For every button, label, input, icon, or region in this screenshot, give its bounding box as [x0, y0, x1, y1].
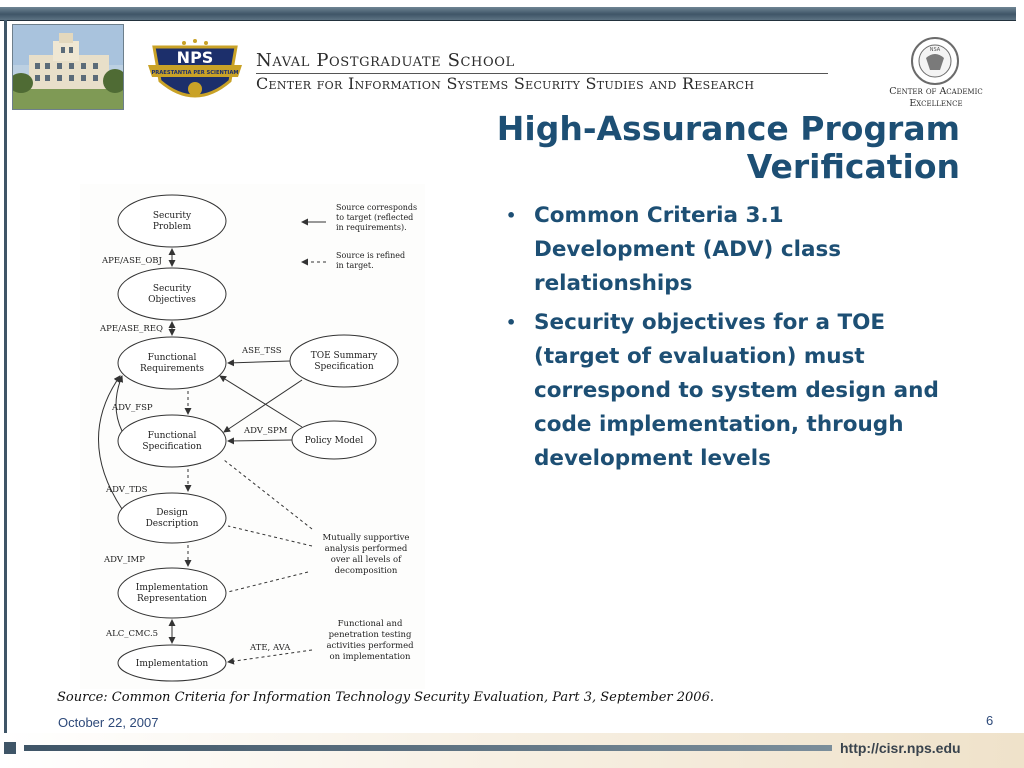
logo-text: NPS: [176, 48, 214, 67]
node-functional-specification: [118, 415, 226, 467]
node-implementation-representation: [118, 568, 226, 618]
node-label: Implementation: [135, 659, 209, 669]
edge-policy-requirements: [220, 376, 302, 427]
node-label: Policy Model: [304, 436, 364, 446]
edge-label: ALC_CMC.5: [106, 629, 159, 639]
legend-text: in requirements).: [336, 223, 407, 232]
edge-policy-specification: [228, 440, 292, 441]
edge-mutual-spec: [224, 460, 312, 529]
campus-photo: [12, 24, 124, 110]
node-label: Security: [152, 284, 192, 294]
legend-text: in target.: [336, 261, 374, 270]
node-label: TOE Summary: [310, 351, 378, 361]
node-security-objectives: [118, 268, 226, 320]
edge-toe-specification: [224, 380, 302, 432]
node-label: Representation: [137, 594, 207, 604]
seal-text: NSA: [929, 47, 941, 53]
node-toe-summary-specification: [290, 335, 398, 387]
header-school-name: Naval Postgraduate School: [256, 50, 515, 71]
node-security-problem: [118, 195, 226, 247]
slide-title-line-1: High-Assurance Program: [496, 109, 960, 148]
bullet-list: [500, 199, 950, 481]
legend-text: Source corresponds: [336, 203, 418, 212]
node-label: Functional: [147, 353, 197, 363]
node-label: Specification: [314, 362, 374, 372]
footer-url: http://cisr.nps.edu: [840, 740, 961, 756]
edge-label: APE/ASE_REQ: [100, 324, 163, 334]
node-functional-requirements: [118, 337, 226, 389]
cae-seal-icon: [906, 36, 964, 86]
footer-corner-mark: [4, 742, 16, 754]
edge-label: ADV_IMP: [104, 555, 145, 565]
left-rule: [4, 20, 7, 748]
edge-label: ATE, AVA: [250, 643, 291, 653]
cae-line-2: Excellence: [909, 98, 963, 109]
node-label: Requirements: [139, 364, 205, 374]
header-center-name: Center for Information Systems Security Studies and Research: [256, 74, 755, 93]
edge-mutual-implrep: [228, 572, 308, 592]
node-design-description: [118, 493, 226, 543]
bullet-text: Security objectives for a TOE (target of evaluation) must correspond to system design and code implementation, through development levels: [534, 310, 939, 471]
edge-mutual-design: [228, 526, 312, 546]
footer-rule: [24, 745, 832, 751]
note-mutual: over all levels of: [330, 555, 402, 565]
edge-label: ADV_SPM: [244, 426, 288, 436]
note-testing: on implementation: [329, 652, 411, 662]
node-label: Security: [152, 211, 192, 221]
bullet-text: Common Criteria 3.1 Development (ADV) class relationships: [534, 203, 842, 296]
slide-title-line-2: Verification: [746, 147, 960, 186]
bullet-dot-icon: •: [506, 206, 517, 225]
slide-title: [400, 110, 960, 186]
edge-label: APE/ASE_OBJ: [102, 256, 162, 266]
node-label: Design: [156, 508, 188, 518]
edge-label: ASE_TSS: [242, 346, 282, 356]
note-testing: penetration testing: [328, 630, 412, 640]
node-label: Implementation: [135, 583, 209, 593]
bullet-item: [500, 199, 950, 301]
legend-text: Source is refined: [336, 251, 406, 260]
slide-number: 6: [986, 713, 994, 728]
note-testing: activities performed: [326, 641, 414, 651]
edge-toe-requirements: [228, 361, 290, 363]
edge-label: ADV_FSP: [112, 403, 153, 413]
source-citation: Source: Common Criteria for Information Technology Security Evaluation, Part 3, September 2006.: [57, 690, 714, 705]
adv-relationship-diagram: [80, 184, 425, 689]
cae-line-1: Center of Academic: [889, 86, 983, 97]
legend-text: to target (reflected: [336, 213, 414, 222]
note-testing: Functional and: [337, 619, 403, 629]
logo-motto: PRAESTANTIA PER SCIENTIAM: [151, 70, 239, 76]
node-label: Functional: [147, 431, 197, 441]
note-mutual: Mutually supportive: [322, 533, 410, 543]
edge-label: ADV_TDS: [106, 485, 148, 495]
bullet-item: [500, 306, 950, 476]
cae-caption: [880, 86, 992, 110]
header-top-bar: [0, 7, 1016, 21]
node-label: Description: [145, 519, 199, 529]
node-label: Specification: [142, 442, 202, 452]
node-label: Objectives: [148, 295, 196, 305]
bullet-dot-icon: •: [506, 313, 517, 332]
note-mutual: decomposition: [334, 566, 398, 576]
node-label: Problem: [152, 222, 192, 232]
note-mutual: analysis performed: [324, 544, 408, 554]
footer-date: October 22, 2007: [58, 715, 159, 730]
nps-logo: [146, 37, 244, 111]
